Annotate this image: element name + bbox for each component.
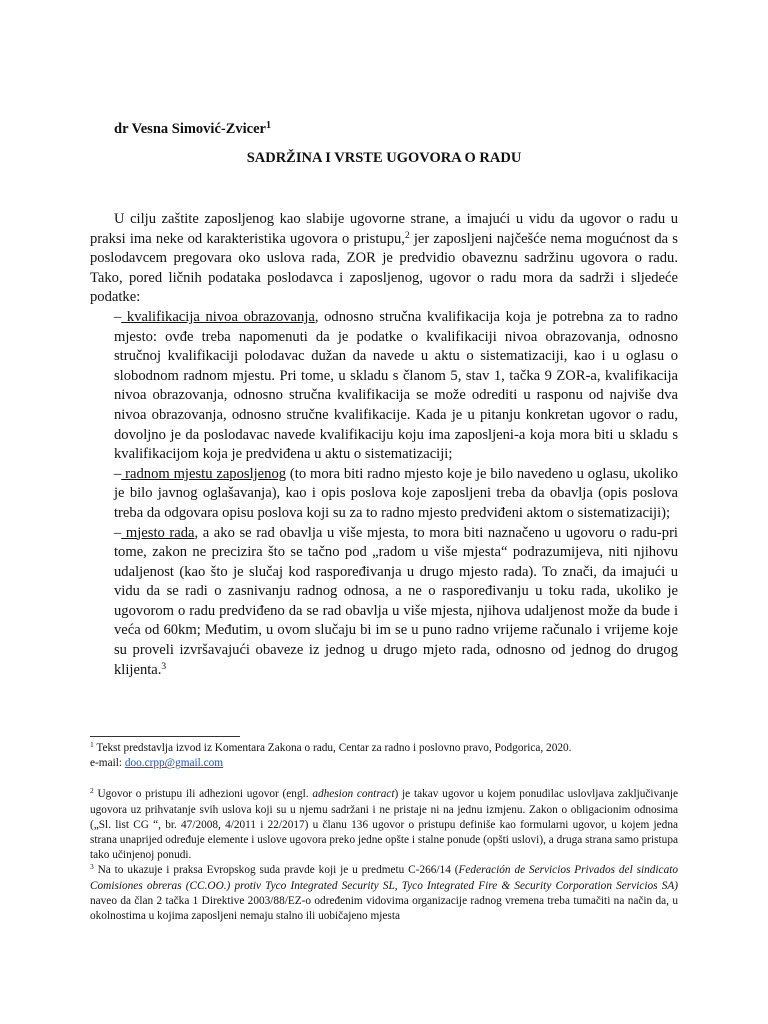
list-item-label: radnom mjestu zaposljenog [121,465,287,482]
footnote-ref-1[interactable]: 1 [265,120,271,131]
footnote-mark: 2 [90,786,94,796]
footnote-ref-3[interactable]: 3 [161,661,167,672]
footnote-2 [90,787,678,863]
list-item-text: (to mora biti radno mjesto koje je bilo navedeno u oglasu, ukoliko je bilo javnog oglašavanja), kao i opis poslova koje zaposljeni treba da obavlja (opis poslova treba da odgovara opisu poslova koji su za to radno mjesto predviđeni aktom o sistematizaciji); [114,465,678,521]
footnote-text-continued: ) je takav ugovor u kojem ponudilac uslovljava zaključivanje ugovora uz prihvatanje svih uslova koji su u njemu sadržani i ne pristaje ni na jednu izmjenu. Zakon o obligacionim odnosima („Sl. list CG “, br. 47/2008, 4/2011 i 22/2017) u članu 136 ugovor o pristupu definiše kao formularni ugovor, u kojem jedna strana unaprijed određuje elemente i uslove ugovora preko jedne opšte i stalne ponude (opšti uslovi), a druga strana samo pristupa tako učinjenoj ponudi. [90,788,679,862]
footnote-text: Na to ukazuje i praksa Evropskog suda pravde koji je u predmetu C-266/14 ( [93,864,459,877]
body-text [90,210,678,680]
footnote-mark: 3 [90,862,94,872]
list-item-text: , odnosno stručna kvalifikacija koja je potrebna za to radno mjesto: ovđe treba napomenuti da je podatke o kvalifikaciji nivoa obrazovanja, odnosno stručnoj kvalifikaciji polodavac dužan da navede u aktu o sistematizaciji, kao i u oglasu o slobodnom radnom mjestu. Pri tome, u skladu s članom 5, stav 1, tačka 9 ZOR-a, kvalifikacija nivoa obrazovanja, odnosno stručna kvalifikacija se može odrediti u rasponu od najviše dva nivoa obrazovanja, odnosno stručne kvalifikacije. Kada je u pitanju konkretan ugovor o radu, dovoljno je da poslodavac navede kvalifikaciju koju ima zaposljeni-a koja mora biti u skladu s kvalifikacijom koja je predviđena u aktu o sistematizaciji; [114,308,678,463]
footnote-mark: 1 [90,740,94,749]
list-item-text: , a ako se rad obavlja u više mjesta, to mora biti naznačeno u ugovoru o radu-pri tome, zakon ne precizira što se tačno pod „radom u više mjesta“ podrazumijeva, niti njihovu udaljenost (kao što je slučaj kod raspoređivanja u drugo mjesto rada). To znači, da imajući u vidu da se radi o zasnivanju radnog odnosa, a ne o raspoređivanju u toku rada, ukoliko je ugovorom o radu predviđeno da se rad obavlja u više mjesta, njihova udaljenost može da bude i veća od 60km; Međutim, u ovom slučaju bi im se u puno radno vrijeme računalo i vrijeme koje su proveli izvršavajući obaveze iz jednog u drugo mjeto rada, odnosno od jednog do drugog klijenta. [114,524,678,678]
list-item-work-position [90,465,678,524]
list-item-workplace [90,524,678,681]
list-item-qualification [90,308,678,465]
list-item-label: mjesto rada [121,524,195,541]
list-dash: – [114,524,122,541]
footnote-gap [90,771,678,787]
intro-paragraph [90,210,678,308]
list-dash: – [114,465,122,482]
footnote-ref-2[interactable]: 2 [404,230,410,241]
footnote-1 [90,741,678,756]
document-title: SADRŽINA I VRSTE UGOVORA O RADU [246,150,522,166]
footnote-1-email [90,756,678,771]
footnote-separator [90,736,240,737]
footnote-italic: adhesion contract [312,788,395,801]
footnote-italic: Federación de Servicios Privados del sindicato Comisiones obreras (CC.OO.) protiv Tyco Integrated Security SL, Tyco Integrated Fire & Security Corporation Servicios SA) [90,864,678,892]
email-link[interactable]: doo.crpp@gmail.com [124,757,224,770]
footnotes [90,741,678,924]
intro-text-continued: jer zaposljeni najčešće nema mogućnost da s poslodavcem pregovara oko uslova rada, ZOR je predvidio obaveznu sadržinu ugovora o radu. Tako, pored ličnih podataka poslodavca i zaposljenog, ugovor o radu mora da sadrži i sljedeće podatke: [90,230,678,306]
footnote-text: Tekst predstavlja izvod iz Komentara Zakona o radu, Centar za radno i poslovno pravo, Podgorica, 2020. [93,742,572,754]
footnote-3 [90,863,678,924]
author-line [114,120,271,138]
intro-text: U cilju zaštite zaposljenog kao slabije ugovorne strane, a imajući u vidu da ugovor o radu u praksi ima neke od karakteristika ugovora o pristupu, [90,211,678,247]
email-label: e-mail: [90,757,125,770]
footnote-text: Ugovor o pristupu ili adhezioni ugovor (engl. [93,788,313,801]
author-name: dr Vesna Simović-Zvicer [114,121,266,137]
list-dash: – [114,308,122,325]
footnote-text-continued: naveo da član 2 tačka 1 Direktive 2003/88/EZ-o određenim vidovima organizacije radnog vremena treba tumačiti na način da, u okolnostima u kojima zaposljeni nemaju stalno ili uobičajeno mjesta [90,894,678,923]
list-item-label: kvalifikacija nivoa obrazovanja [121,308,315,325]
